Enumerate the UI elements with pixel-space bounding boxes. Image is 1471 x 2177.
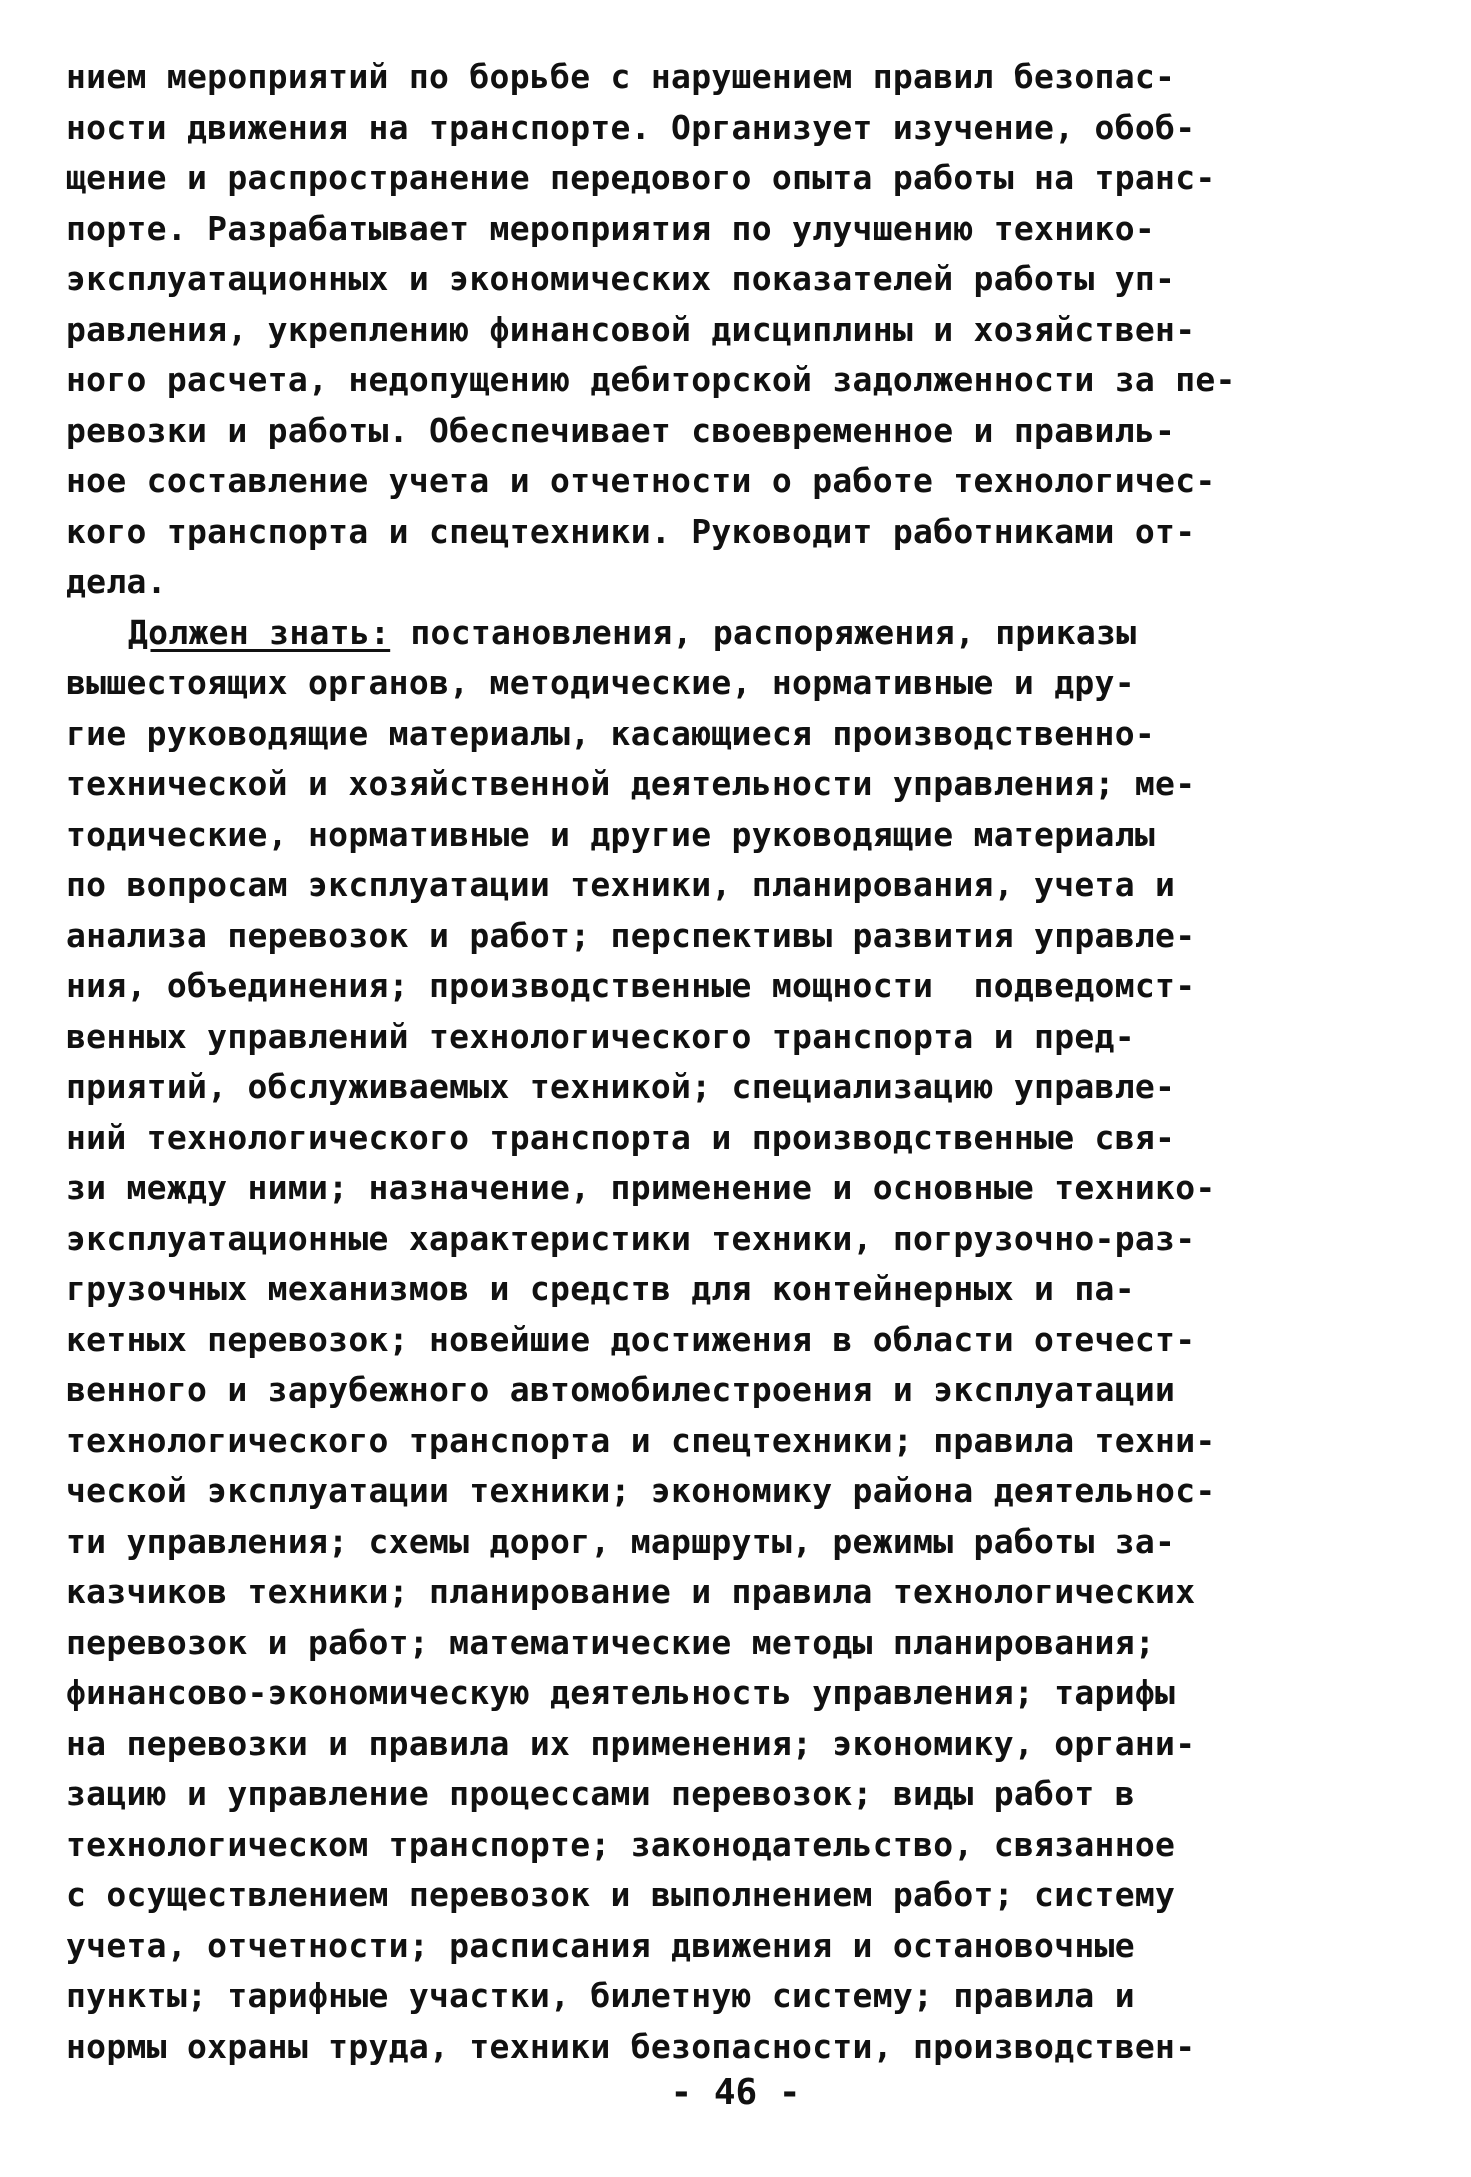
text-line: финансово-экономическую деятельность управления; тарифы xyxy=(66,1673,1176,1712)
text-line: на перевозки и правила их применения; экономику, органи- xyxy=(66,1723,1196,1763)
text-line: грузочных механизмов и средств для контейнерных и па- xyxy=(66,1269,1135,1308)
text-line: по вопросам эксплуатации техники, планирования, учета и xyxy=(66,865,1176,904)
text-line: венного и зарубежного автомобилестроения и эксплуатации xyxy=(66,1370,1176,1409)
text-line: гие руководящие материалы, касающиеся производственно- xyxy=(66,713,1156,753)
text-line: вышестоящих органов, методические, нормативные и дру- xyxy=(66,663,1135,702)
text-line: пункты; тарифные участки, билетную систему; правила и xyxy=(66,1976,1135,2015)
text-line: с осуществлением перевозок и выполнением работ; систему xyxy=(66,1875,1176,1914)
text-line: ний технологического транспорта и производственные свя- xyxy=(66,1117,1176,1157)
text-line: ческой эксплуатации техники; экономику района деятельнос- xyxy=(66,1471,1216,1510)
body-text xyxy=(66,52,1426,2072)
text-line: эксплуатационные характеристики техники, погрузочно-раз- xyxy=(66,1218,1196,1258)
text-line: ти управления; схемы дорог, маршруты, режимы работы за- xyxy=(66,1521,1176,1561)
text-line: казчиков техники; планирование и правила технологических xyxy=(66,1572,1196,1611)
section-heading: Должен знать: xyxy=(128,612,391,652)
text-line: зи между ними; назначение, применение и основные технико- xyxy=(66,1168,1216,1207)
text-line: венных управлений технологического транспорта и пред- xyxy=(66,1016,1135,1056)
text-line: кетных перевозок; новейшие достижения в области отечест- xyxy=(66,1319,1196,1359)
text-line: порте. Разрабатывает мероприятия по улучшению технико- xyxy=(66,208,1156,248)
text-line: ности движения на транспорте. Организует изучение, обоб- xyxy=(66,107,1196,147)
text-line: технологического транспорта и спецтехники; правила техни- xyxy=(66,1420,1216,1460)
text-line: равления, укреплению финансовой дисциплины и хозяйствен- xyxy=(66,309,1196,349)
text-line: кого транспорта и спецтехники. Руководит работниками от- xyxy=(66,511,1196,551)
text-line: технической и хозяйственной деятельности управления; ме- xyxy=(66,764,1196,803)
page-number: - 46 - xyxy=(670,2072,801,2113)
text-line: анализа перевозок и работ; перспективы развития управле- xyxy=(66,915,1196,955)
text-line: технологическом транспорте; законодательство, связанное xyxy=(66,1824,1176,1864)
text-line: ного расчета, недопущению дебиторской задолженности за пе- xyxy=(66,360,1236,399)
paragraph-must-know xyxy=(66,608,1426,2073)
text-line: эксплуатационных и экономических показателей работы уп- xyxy=(66,259,1176,298)
text-line: ное составление учета и отчетности о работе технологичес- xyxy=(66,461,1216,500)
text-line: нормы охраны труда, техники безопасности, производствен- xyxy=(66,2026,1196,2066)
heading-continuation: постановления, распоряжения, приказы xyxy=(390,612,1137,652)
text-line: щение и распространение передового опыта работы на транс- xyxy=(66,158,1216,197)
text-line-first xyxy=(66,608,1426,659)
text-line: перевозок и работ; математические методы планирования; xyxy=(66,1622,1156,1662)
text-line: приятий, обслуживаемых техникой; специализацию управле- xyxy=(66,1067,1176,1106)
text-line: ния, объединения; производственные мощности подведомст- xyxy=(66,966,1196,1005)
text-line: учета, отчетности; расписания движения и остановочные xyxy=(66,1925,1135,1965)
text-line: нием мероприятий по борьбе с нарушением правил безопас- xyxy=(66,57,1176,96)
text-line: дела. xyxy=(66,562,167,601)
text-line: ревозки и работы. Обеспечивает своевременное и правиль- xyxy=(66,410,1176,450)
text-line: зацию и управление процессами перевозок; виды работ в xyxy=(66,1774,1135,1813)
paragraph-duties xyxy=(66,52,1426,608)
text-line: тодические, нормативные и другие руководящие материалы xyxy=(66,814,1156,854)
